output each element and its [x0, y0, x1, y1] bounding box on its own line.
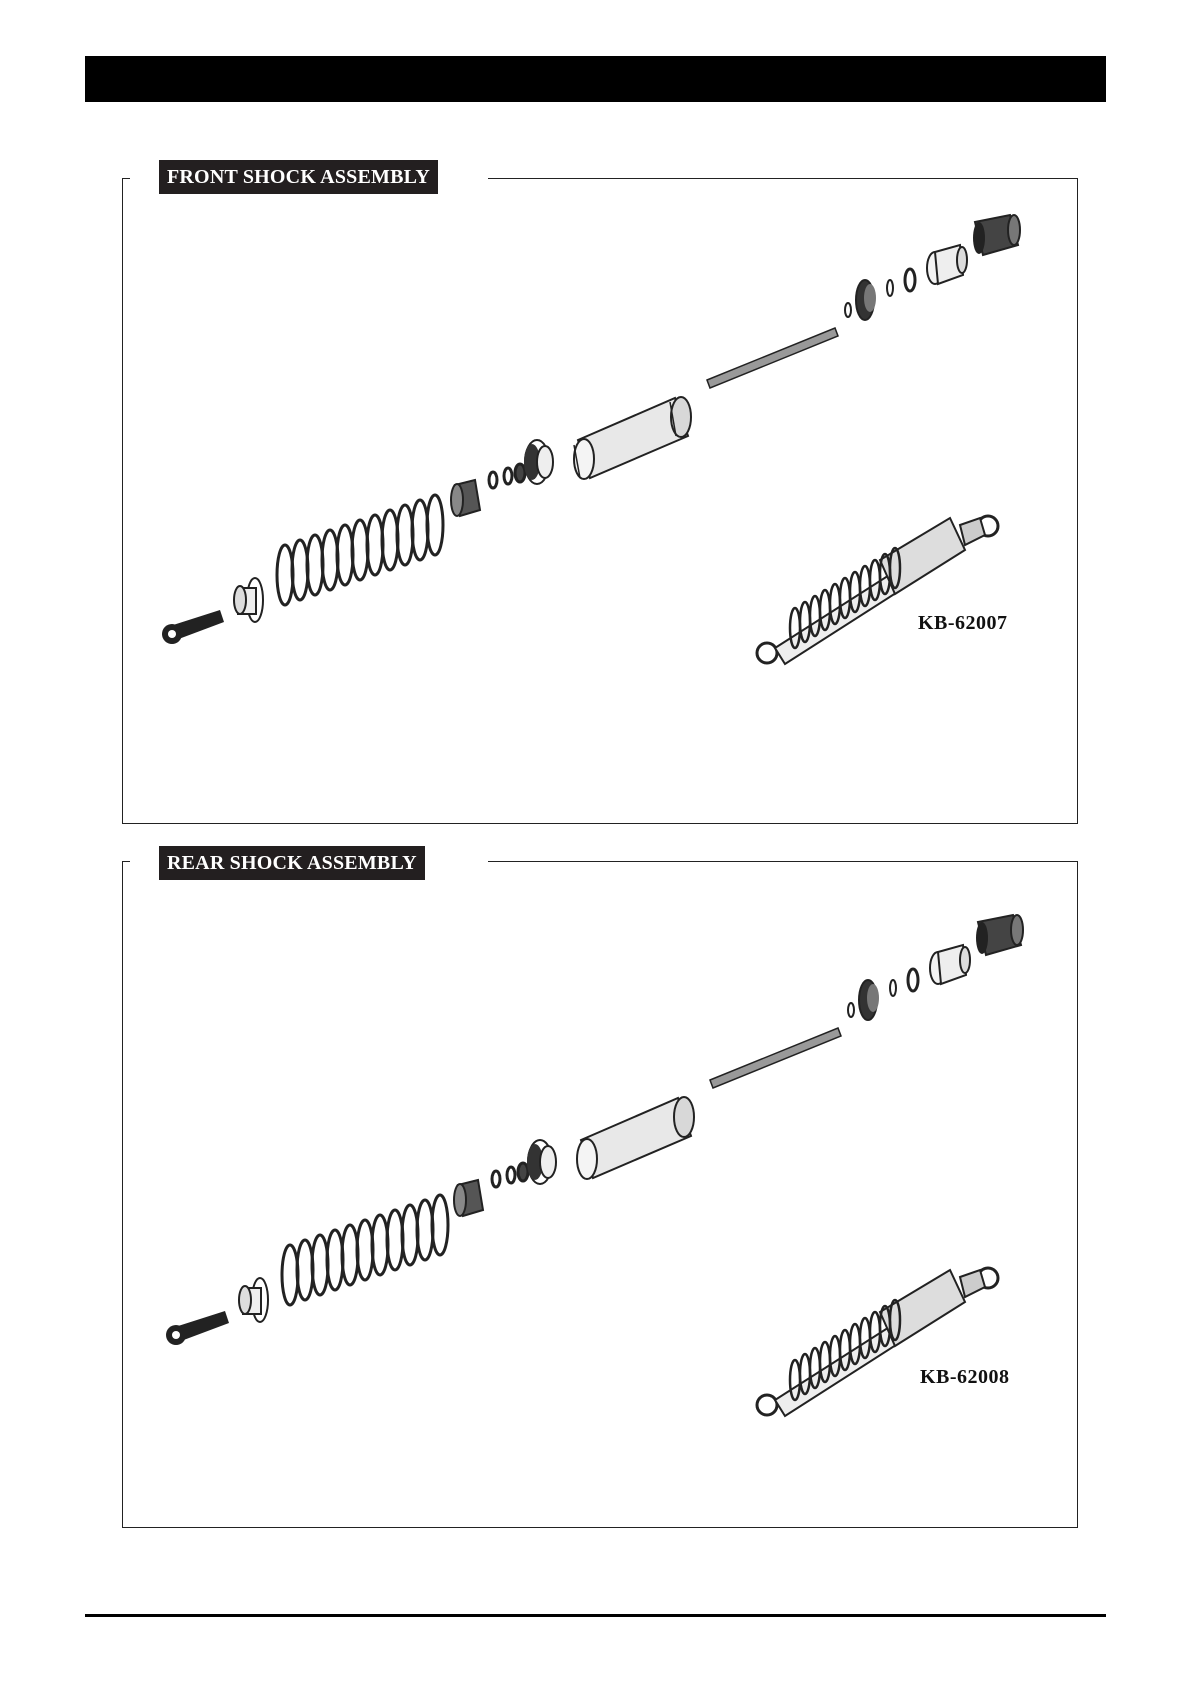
shock-shaft-icon: [710, 1028, 841, 1088]
front-section-title: FRONT SHOCK ASSEMBLY: [159, 160, 438, 194]
lower-cap-icon: [527, 1140, 556, 1184]
spring-retainer-icon: [239, 1278, 268, 1322]
rear-section-title: REAR SHOCK ASSEMBLY: [159, 846, 425, 880]
spring-icon: [282, 1195, 448, 1305]
footer-rule: [85, 1614, 1106, 1617]
assembled-shock-icon: [757, 1268, 998, 1416]
front-part-number: KB-62007: [918, 612, 1008, 634]
piston-icon: [848, 969, 918, 1020]
shock-body-icon: [577, 1097, 694, 1179]
rod-end-icon: [166, 1311, 229, 1345]
o-ring-icon: [492, 1163, 528, 1187]
shock-cap-icon: [976, 915, 1023, 955]
spring-collar-icon: [454, 1180, 483, 1216]
rear-part-number: KB-62008: [920, 1366, 1010, 1388]
top-cap-icon: [930, 945, 970, 984]
